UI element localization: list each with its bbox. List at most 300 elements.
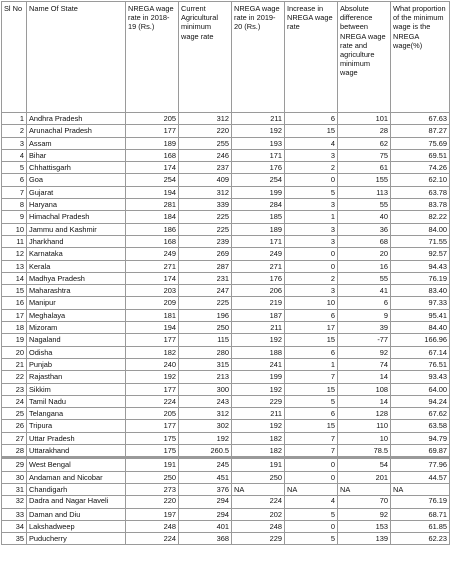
abs-difference-cell: 10: [338, 432, 391, 444]
proportion-cell: 67.14: [391, 346, 450, 358]
proportion-cell: 87.27: [391, 125, 450, 137]
sl-no-cell: 6: [2, 174, 27, 186]
increase-cell: 7: [285, 445, 338, 458]
table-row: [2, 383, 450, 395]
abs-difference-cell: 16: [338, 260, 391, 272]
state-name-cell: Rajasthan: [27, 371, 126, 383]
nrega-2018-19-cell: 248: [126, 520, 179, 532]
nrega-2019-20-cell: 189: [232, 223, 285, 235]
table-row: [2, 371, 450, 383]
nrega-2019-20-cell: 176: [232, 162, 285, 174]
table-row: [2, 334, 450, 346]
nrega-2019-20-cell: 192: [232, 383, 285, 395]
proportion-cell: 74.26: [391, 162, 450, 174]
nrega-2018-19-cell: 194: [126, 186, 179, 198]
state-name-cell: Uttarakhand: [27, 445, 126, 458]
proportion-cell: NA: [391, 483, 450, 495]
state-name-cell: Lakshadweep: [27, 520, 126, 532]
state-name-cell: Puducherry: [27, 533, 126, 545]
state-name-cell: Jammu and Kashmir: [27, 223, 126, 235]
nrega-2019-20-cell: 176: [232, 272, 285, 284]
nrega-2018-19-cell: 271: [126, 260, 179, 272]
agri-min-wage-cell: 243: [179, 395, 232, 407]
nrega-2018-19-cell: 177: [126, 383, 179, 395]
agri-min-wage-cell: 246: [179, 149, 232, 161]
abs-difference-cell: 78.5: [338, 445, 391, 458]
header-nrega-2019-20: NREGA wage rate in 2019-20 (Rs.): [232, 2, 285, 113]
proportion-cell: 82.22: [391, 211, 450, 223]
abs-difference-cell: 108: [338, 383, 391, 395]
increase-cell: 7: [285, 371, 338, 383]
nrega-2019-20-cell: 192: [232, 420, 285, 432]
state-name-cell: Gujarat: [27, 186, 126, 198]
sl-no-cell: 35: [2, 533, 27, 545]
proportion-cell: 83.78: [391, 199, 450, 211]
agri-min-wage-cell: 409: [179, 174, 232, 186]
table-header: [2, 2, 450, 113]
proportion-cell: 93.43: [391, 371, 450, 383]
nrega-2018-19-cell: 174: [126, 272, 179, 284]
agri-min-wage-cell: 376: [179, 483, 232, 495]
abs-difference-cell: 9: [338, 309, 391, 321]
agri-min-wage-cell: 239: [179, 235, 232, 247]
abs-difference-cell: 14: [338, 395, 391, 407]
table-row: [2, 186, 450, 198]
state-name-cell: Mizoram: [27, 322, 126, 334]
nrega-2018-19-cell: 177: [126, 334, 179, 346]
state-name-cell: Chandigarh: [27, 483, 126, 495]
abs-difference-cell: 75: [338, 149, 391, 161]
nrega-2018-19-cell: 177: [126, 125, 179, 137]
agri-min-wage-cell: 280: [179, 346, 232, 358]
proportion-cell: 97.33: [391, 297, 450, 309]
abs-difference-cell: 14: [338, 371, 391, 383]
sl-no-cell: 14: [2, 272, 27, 284]
nrega-2019-20-cell: 199: [232, 186, 285, 198]
sl-no-cell: 29: [2, 458, 27, 471]
increase-cell: 1: [285, 211, 338, 223]
sl-no-cell: 20: [2, 346, 27, 358]
sl-no-cell: 2: [2, 125, 27, 137]
sl-no-cell: 7: [2, 186, 27, 198]
proportion-cell: 75.69: [391, 137, 450, 149]
agri-min-wage-cell: 260.5: [179, 445, 232, 458]
sl-no-cell: 11: [2, 235, 27, 247]
state-name-cell: Uttar Pradesh: [27, 432, 126, 444]
state-name-cell: Manipur: [27, 297, 126, 309]
table-row: [2, 432, 450, 444]
sl-no-cell: 8: [2, 199, 27, 211]
sl-no-cell: 13: [2, 260, 27, 272]
agri-min-wage-cell: 312: [179, 186, 232, 198]
increase-cell: 4: [285, 137, 338, 149]
proportion-cell: 71.55: [391, 235, 450, 247]
agri-min-wage-cell: 115: [179, 334, 232, 346]
table-row: [2, 211, 450, 223]
increase-cell: 0: [285, 520, 338, 532]
agri-min-wage-cell: 294: [179, 496, 232, 508]
agri-min-wage-cell: 225: [179, 211, 232, 223]
header-abs-difference: Absolute difference between NREGA wage rate and agriculture minimum wage: [338, 2, 391, 113]
table-row: [2, 248, 450, 260]
abs-difference-cell: 28: [338, 125, 391, 137]
increase-cell: 5: [285, 533, 338, 545]
state-name-cell: Daman and Diu: [27, 508, 126, 520]
agri-min-wage-cell: 213: [179, 371, 232, 383]
nrega-2018-19-cell: 281: [126, 199, 179, 211]
nrega-2019-20-cell: 192: [232, 125, 285, 137]
agri-min-wage-cell: 231: [179, 272, 232, 284]
abs-difference-cell: 92: [338, 508, 391, 520]
increase-cell: NA: [285, 483, 338, 495]
proportion-cell: 84.40: [391, 322, 450, 334]
abs-difference-cell: 101: [338, 113, 391, 125]
sl-no-cell: 21: [2, 358, 27, 370]
state-name-cell: Assam: [27, 137, 126, 149]
nrega-2019-20-cell: 188: [232, 346, 285, 358]
proportion-cell: 67.63: [391, 113, 450, 125]
abs-difference-cell: 36: [338, 223, 391, 235]
nrega-2019-20-cell: 229: [232, 395, 285, 407]
proportion-cell: 69.87: [391, 445, 450, 458]
proportion-cell: 67.62: [391, 408, 450, 420]
sl-no-cell: 30: [2, 471, 27, 483]
abs-difference-cell: 41: [338, 285, 391, 297]
nrega-2019-20-cell: 193: [232, 137, 285, 149]
increase-cell: 5: [285, 186, 338, 198]
header-state: Name Of State: [27, 2, 126, 113]
state-name-cell: Punjab: [27, 358, 126, 370]
sl-no-cell: 16: [2, 297, 27, 309]
nrega-2018-19-cell: 273: [126, 483, 179, 495]
proportion-cell: 44.57: [391, 471, 450, 483]
proportion-cell: 68.71: [391, 508, 450, 520]
abs-difference-cell: 110: [338, 420, 391, 432]
nrega-2019-20-cell: 199: [232, 371, 285, 383]
sl-no-cell: 22: [2, 371, 27, 383]
nrega-2019-20-cell: 187: [232, 309, 285, 321]
increase-cell: 0: [285, 260, 338, 272]
abs-difference-cell: 201: [338, 471, 391, 483]
state-name-cell: Nagaland: [27, 334, 126, 346]
table-row: [2, 496, 450, 508]
nrega-2018-19-cell: 175: [126, 445, 179, 458]
sl-no-cell: 25: [2, 408, 27, 420]
proportion-cell: 77.96: [391, 458, 450, 471]
increase-cell: 6: [285, 408, 338, 420]
sl-no-cell: 31: [2, 483, 27, 495]
proportion-cell: 94.79: [391, 432, 450, 444]
nrega-2019-20-cell: 182: [232, 445, 285, 458]
table-row: [2, 471, 450, 483]
state-name-cell: Chhattisgarh: [27, 162, 126, 174]
increase-cell: 3: [285, 285, 338, 297]
agri-min-wage-cell: 250: [179, 322, 232, 334]
abs-difference-cell: 20: [338, 248, 391, 260]
nrega-2018-19-cell: 189: [126, 137, 179, 149]
header-agri-min-wage: Current Agricultural minimum wage rate: [179, 2, 232, 113]
increase-cell: 5: [285, 395, 338, 407]
increase-cell: 15: [285, 334, 338, 346]
increase-cell: 3: [285, 235, 338, 247]
agri-min-wage-cell: 312: [179, 113, 232, 125]
proportion-cell: 83.40: [391, 285, 450, 297]
nrega-2018-19-cell: 191: [126, 458, 179, 471]
table-row: [2, 137, 450, 149]
increase-cell: 6: [285, 113, 338, 125]
agri-min-wage-cell: 315: [179, 358, 232, 370]
nrega-2018-19-cell: 192: [126, 371, 179, 383]
table-row: [2, 358, 450, 370]
table-row: [2, 285, 450, 297]
nrega-2019-20-cell: 229: [232, 533, 285, 545]
agri-min-wage-cell: 247: [179, 285, 232, 297]
agri-min-wage-cell: 302: [179, 420, 232, 432]
nrega-2019-20-cell: 284: [232, 199, 285, 211]
table-row: [2, 346, 450, 358]
header-proportion: What proportion of the minimum wage is the NREGA wage(%): [391, 2, 450, 113]
increase-cell: 3: [285, 199, 338, 211]
state-name-cell: Arunachal Pradesh: [27, 125, 126, 137]
nrega-2018-19-cell: 197: [126, 508, 179, 520]
nrega-2018-19-cell: 203: [126, 285, 179, 297]
agri-min-wage-cell: 368: [179, 533, 232, 545]
sl-no-cell: 23: [2, 383, 27, 395]
nrega-2019-20-cell: 248: [232, 520, 285, 532]
nrega-2018-19-cell: 220: [126, 496, 179, 508]
state-name-cell: Tamil Nadu: [27, 395, 126, 407]
state-name-cell: Jharkhand: [27, 235, 126, 247]
table-row: [2, 520, 450, 532]
sl-no-cell: 1: [2, 113, 27, 125]
abs-difference-cell: 55: [338, 272, 391, 284]
sl-no-cell: 9: [2, 211, 27, 223]
abs-difference-cell: 74: [338, 358, 391, 370]
wage-table: [1, 1, 450, 545]
abs-difference-cell: NA: [338, 483, 391, 495]
agri-min-wage-cell: 451: [179, 471, 232, 483]
nrega-2018-19-cell: 209: [126, 297, 179, 309]
table-row: [2, 458, 450, 471]
agri-min-wage-cell: 220: [179, 125, 232, 137]
increase-cell: 10: [285, 297, 338, 309]
agri-min-wage-cell: 196: [179, 309, 232, 321]
nrega-2018-19-cell: 224: [126, 533, 179, 545]
state-name-cell: Haryana: [27, 199, 126, 211]
nrega-2019-20-cell: 271: [232, 260, 285, 272]
sl-no-cell: 3: [2, 137, 27, 149]
abs-difference-cell: 68: [338, 235, 391, 247]
nrega-2018-19-cell: 250: [126, 471, 179, 483]
abs-difference-cell: 70: [338, 496, 391, 508]
table-row: [2, 113, 450, 125]
nrega-2018-19-cell: 168: [126, 235, 179, 247]
abs-difference-cell: 62: [338, 137, 391, 149]
header-increase: Increase in NREGA wage rate: [285, 2, 338, 113]
increase-cell: 15: [285, 383, 338, 395]
nrega-2019-20-cell: NA: [232, 483, 285, 495]
state-name-cell: Meghalaya: [27, 309, 126, 321]
sl-no-cell: 28: [2, 445, 27, 458]
state-name-cell: Madhya Pradesh: [27, 272, 126, 284]
nrega-2019-20-cell: 206: [232, 285, 285, 297]
sl-no-cell: 5: [2, 162, 27, 174]
sl-no-cell: 4: [2, 149, 27, 161]
sl-no-cell: 32: [2, 496, 27, 508]
nrega-2018-19-cell: 168: [126, 149, 179, 161]
sl-no-cell: 12: [2, 248, 27, 260]
nrega-2019-20-cell: 211: [232, 322, 285, 334]
agri-min-wage-cell: 237: [179, 162, 232, 174]
table-row: [2, 309, 450, 321]
nrega-2019-20-cell: 171: [232, 149, 285, 161]
table-row: [2, 174, 450, 186]
sl-no-cell: 17: [2, 309, 27, 321]
nrega-2018-19-cell: 182: [126, 346, 179, 358]
table-body: [2, 113, 450, 545]
proportion-cell: 64.00: [391, 383, 450, 395]
state-name-cell: Andhra Pradesh: [27, 113, 126, 125]
table-row: [2, 162, 450, 174]
sl-no-cell: 19: [2, 334, 27, 346]
sl-no-cell: 26: [2, 420, 27, 432]
proportion-cell: 63.78: [391, 186, 450, 198]
agri-min-wage-cell: 192: [179, 432, 232, 444]
agri-min-wage-cell: 245: [179, 458, 232, 471]
table-row: [2, 125, 450, 137]
increase-cell: 4: [285, 496, 338, 508]
nrega-2018-19-cell: 249: [126, 248, 179, 260]
header-nrega-2018-19: NREGA wage rate in 2018-19 (Rs.): [126, 2, 179, 113]
state-name-cell: Andaman and Nicobar: [27, 471, 126, 483]
abs-difference-cell: 155: [338, 174, 391, 186]
nrega-2019-20-cell: 171: [232, 235, 285, 247]
nrega-2019-20-cell: 192: [232, 334, 285, 346]
header-sl-no: Sl No: [2, 2, 27, 113]
sl-no-cell: 18: [2, 322, 27, 334]
sl-no-cell: 10: [2, 223, 27, 235]
nrega-2018-19-cell: 194: [126, 322, 179, 334]
agri-min-wage-cell: 312: [179, 408, 232, 420]
proportion-cell: 76.51: [391, 358, 450, 370]
nrega-2019-20-cell: 250: [232, 471, 285, 483]
table-row: [2, 223, 450, 235]
agri-min-wage-cell: 287: [179, 260, 232, 272]
proportion-cell: 94.43: [391, 260, 450, 272]
agri-min-wage-cell: 225: [179, 223, 232, 235]
increase-cell: 15: [285, 125, 338, 137]
proportion-cell: 62.23: [391, 533, 450, 545]
state-name-cell: Odisha: [27, 346, 126, 358]
state-name-cell: Tripura: [27, 420, 126, 432]
nrega-2018-19-cell: 205: [126, 408, 179, 420]
abs-difference-cell: 61: [338, 162, 391, 174]
agri-min-wage-cell: 300: [179, 383, 232, 395]
abs-difference-cell: -77: [338, 334, 391, 346]
proportion-cell: 166.96: [391, 334, 450, 346]
proportion-cell: 76.19: [391, 272, 450, 284]
table-row: [2, 149, 450, 161]
increase-cell: 1: [285, 358, 338, 370]
abs-difference-cell: 6: [338, 297, 391, 309]
table-row: [2, 508, 450, 520]
agri-min-wage-cell: 225: [179, 297, 232, 309]
table-row: [2, 297, 450, 309]
table-row: [2, 408, 450, 420]
increase-cell: 0: [285, 471, 338, 483]
increase-cell: 7: [285, 432, 338, 444]
increase-cell: 2: [285, 272, 338, 284]
increase-cell: 15: [285, 420, 338, 432]
increase-cell: 3: [285, 149, 338, 161]
nrega-2019-20-cell: 191: [232, 458, 285, 471]
nrega-2018-19-cell: 240: [126, 358, 179, 370]
table-row: [2, 260, 450, 272]
table-row: [2, 533, 450, 545]
state-name-cell: Goa: [27, 174, 126, 186]
sl-no-cell: 24: [2, 395, 27, 407]
increase-cell: 6: [285, 309, 338, 321]
nrega-2019-20-cell: 182: [232, 432, 285, 444]
state-name-cell: West Bengal: [27, 458, 126, 471]
table-row: [2, 483, 450, 495]
agri-min-wage-cell: 401: [179, 520, 232, 532]
proportion-cell: 76.19: [391, 496, 450, 508]
table-row: [2, 420, 450, 432]
increase-cell: 17: [285, 322, 338, 334]
nrega-2018-19-cell: 181: [126, 309, 179, 321]
header-row: [2, 2, 450, 113]
nrega-2018-19-cell: 175: [126, 432, 179, 444]
nrega-2018-19-cell: 177: [126, 420, 179, 432]
table-row: [2, 272, 450, 284]
abs-difference-cell: 39: [338, 322, 391, 334]
proportion-cell: 69.51: [391, 149, 450, 161]
table-row: [2, 445, 450, 458]
state-name-cell: Maharashtra: [27, 285, 126, 297]
state-name-cell: Sikkim: [27, 383, 126, 395]
proportion-cell: 92.57: [391, 248, 450, 260]
nrega-2018-19-cell: 174: [126, 162, 179, 174]
abs-difference-cell: 139: [338, 533, 391, 545]
state-name-cell: Dadra and Nagar Haveli: [27, 496, 126, 508]
nrega-2019-20-cell: 202: [232, 508, 285, 520]
proportion-cell: 95.41: [391, 309, 450, 321]
sl-no-cell: 33: [2, 508, 27, 520]
nrega-2019-20-cell: 224: [232, 496, 285, 508]
state-name-cell: Bihar: [27, 149, 126, 161]
proportion-cell: 84.00: [391, 223, 450, 235]
agri-min-wage-cell: 255: [179, 137, 232, 149]
nrega-2019-20-cell: 249: [232, 248, 285, 260]
proportion-cell: 63.58: [391, 420, 450, 432]
increase-cell: 5: [285, 508, 338, 520]
increase-cell: 3: [285, 223, 338, 235]
state-name-cell: Telangana: [27, 408, 126, 420]
nrega-2019-20-cell: 185: [232, 211, 285, 223]
sl-no-cell: 34: [2, 520, 27, 532]
state-name-cell: Kerala: [27, 260, 126, 272]
proportion-cell: 94.24: [391, 395, 450, 407]
abs-difference-cell: 40: [338, 211, 391, 223]
nrega-2019-20-cell: 211: [232, 408, 285, 420]
abs-difference-cell: 92: [338, 346, 391, 358]
table-row: [2, 235, 450, 247]
nrega-2018-19-cell: 224: [126, 395, 179, 407]
agri-min-wage-cell: 339: [179, 199, 232, 211]
sl-no-cell: 27: [2, 432, 27, 444]
nrega-2019-20-cell: 219: [232, 297, 285, 309]
